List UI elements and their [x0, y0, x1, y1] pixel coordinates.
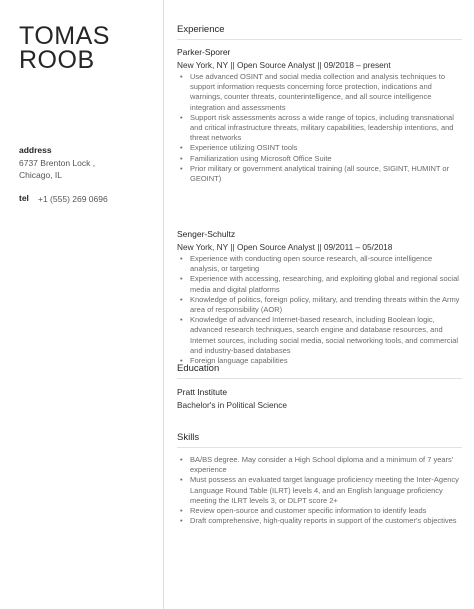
list-item: • Use advanced OSINT and social media collection and analysis techniques to support information requests concerning force protection, indications and warnings, counter threats, counterintelligence, and all source intelligence integration and assessments — [177, 72, 462, 113]
skills-title: Skills — [177, 432, 200, 443]
first-name: TOMAS — [19, 22, 110, 50]
job-1-details: New York, NY || Open Source Analyst || 09/2018 – present — [177, 60, 391, 70]
last-name: ROOB — [19, 46, 95, 74]
list-item: • Foreign language capabilities — [177, 356, 462, 366]
list-item: • BA/BS degree. May consider a High School diploma and a minimum of 7 years' experience — [177, 455, 462, 475]
job-2-details: New York, NY || Open Source Analyst || 09/2011 – 05/2018 — [177, 242, 393, 252]
education-rule — [177, 378, 462, 379]
candidate-name — [19, 24, 110, 72]
list-item: • Familiarization using Microsoft Office Suite — [177, 154, 462, 164]
column-divider — [163, 0, 164, 609]
education-degree: Bachelor's in Political Science — [177, 400, 287, 410]
list-item: • Support risk assessments across a wide range of topics, including transnational and critical infrastructure threats, military capabilities, leadership intentions, and threat networks — [177, 113, 462, 144]
job-2-bullets — [177, 254, 462, 366]
address-line-1: 6737 Brenton Lock , — [19, 158, 96, 168]
list-item: • Experience utilizing OSINT tools — [177, 143, 462, 153]
list-item: • Must possess an evaluated target language proficiency meeting the Inter-Agency Language Round Table (ILRT) levels 4, and an English language proficiency meeting the ILRT levels 3, or DLPT score 2+ — [177, 475, 462, 506]
job-1-bullets — [177, 72, 462, 184]
list-item: • Knowledge of advanced Internet-based research, including Boolean logic, advanced research techniques, search engine and database resources, and Internet sources, including social media, social networking tools, and commercial and industry-based databases — [177, 315, 462, 356]
address-line-2: Chicago, IL — [19, 170, 62, 180]
list-item: • Draft comprehensive, high-quality reports in support of the customer's objectives — [177, 516, 462, 526]
list-item: • Review open-source and customer specific information to identify leads — [177, 506, 462, 516]
list-item: • Experience with conducting open source research, all-source intelligence analysis, or targeting — [177, 254, 462, 274]
left-column — [0, 0, 163, 609]
list-item: • Knowledge of politics, foreign policy, military, and trending threats within the Army area of responsibility (AOR) — [177, 295, 462, 315]
skills-bullets — [177, 455, 462, 526]
tel-label: tel — [19, 193, 29, 203]
address-label: address — [19, 145, 52, 155]
education-school: Pratt Institute — [177, 387, 228, 397]
skills-rule — [177, 447, 462, 448]
list-item: • Prior military or government analytical training (all source, SIGINT, HUMINT or GEOINT) — [177, 164, 462, 184]
list-item: • Experience with accessing, researching, and exploiting global and regional social media and digital platforms — [177, 274, 462, 294]
job-1-company: Parker-Sporer — [177, 47, 231, 57]
experience-title: Experience — [177, 24, 225, 35]
experience-rule — [177, 39, 462, 40]
tel-value: +1 (555) 269 0696 — [38, 194, 108, 204]
education-title: Education — [177, 363, 220, 374]
job-2-company: Senger-Schultz — [177, 229, 236, 239]
